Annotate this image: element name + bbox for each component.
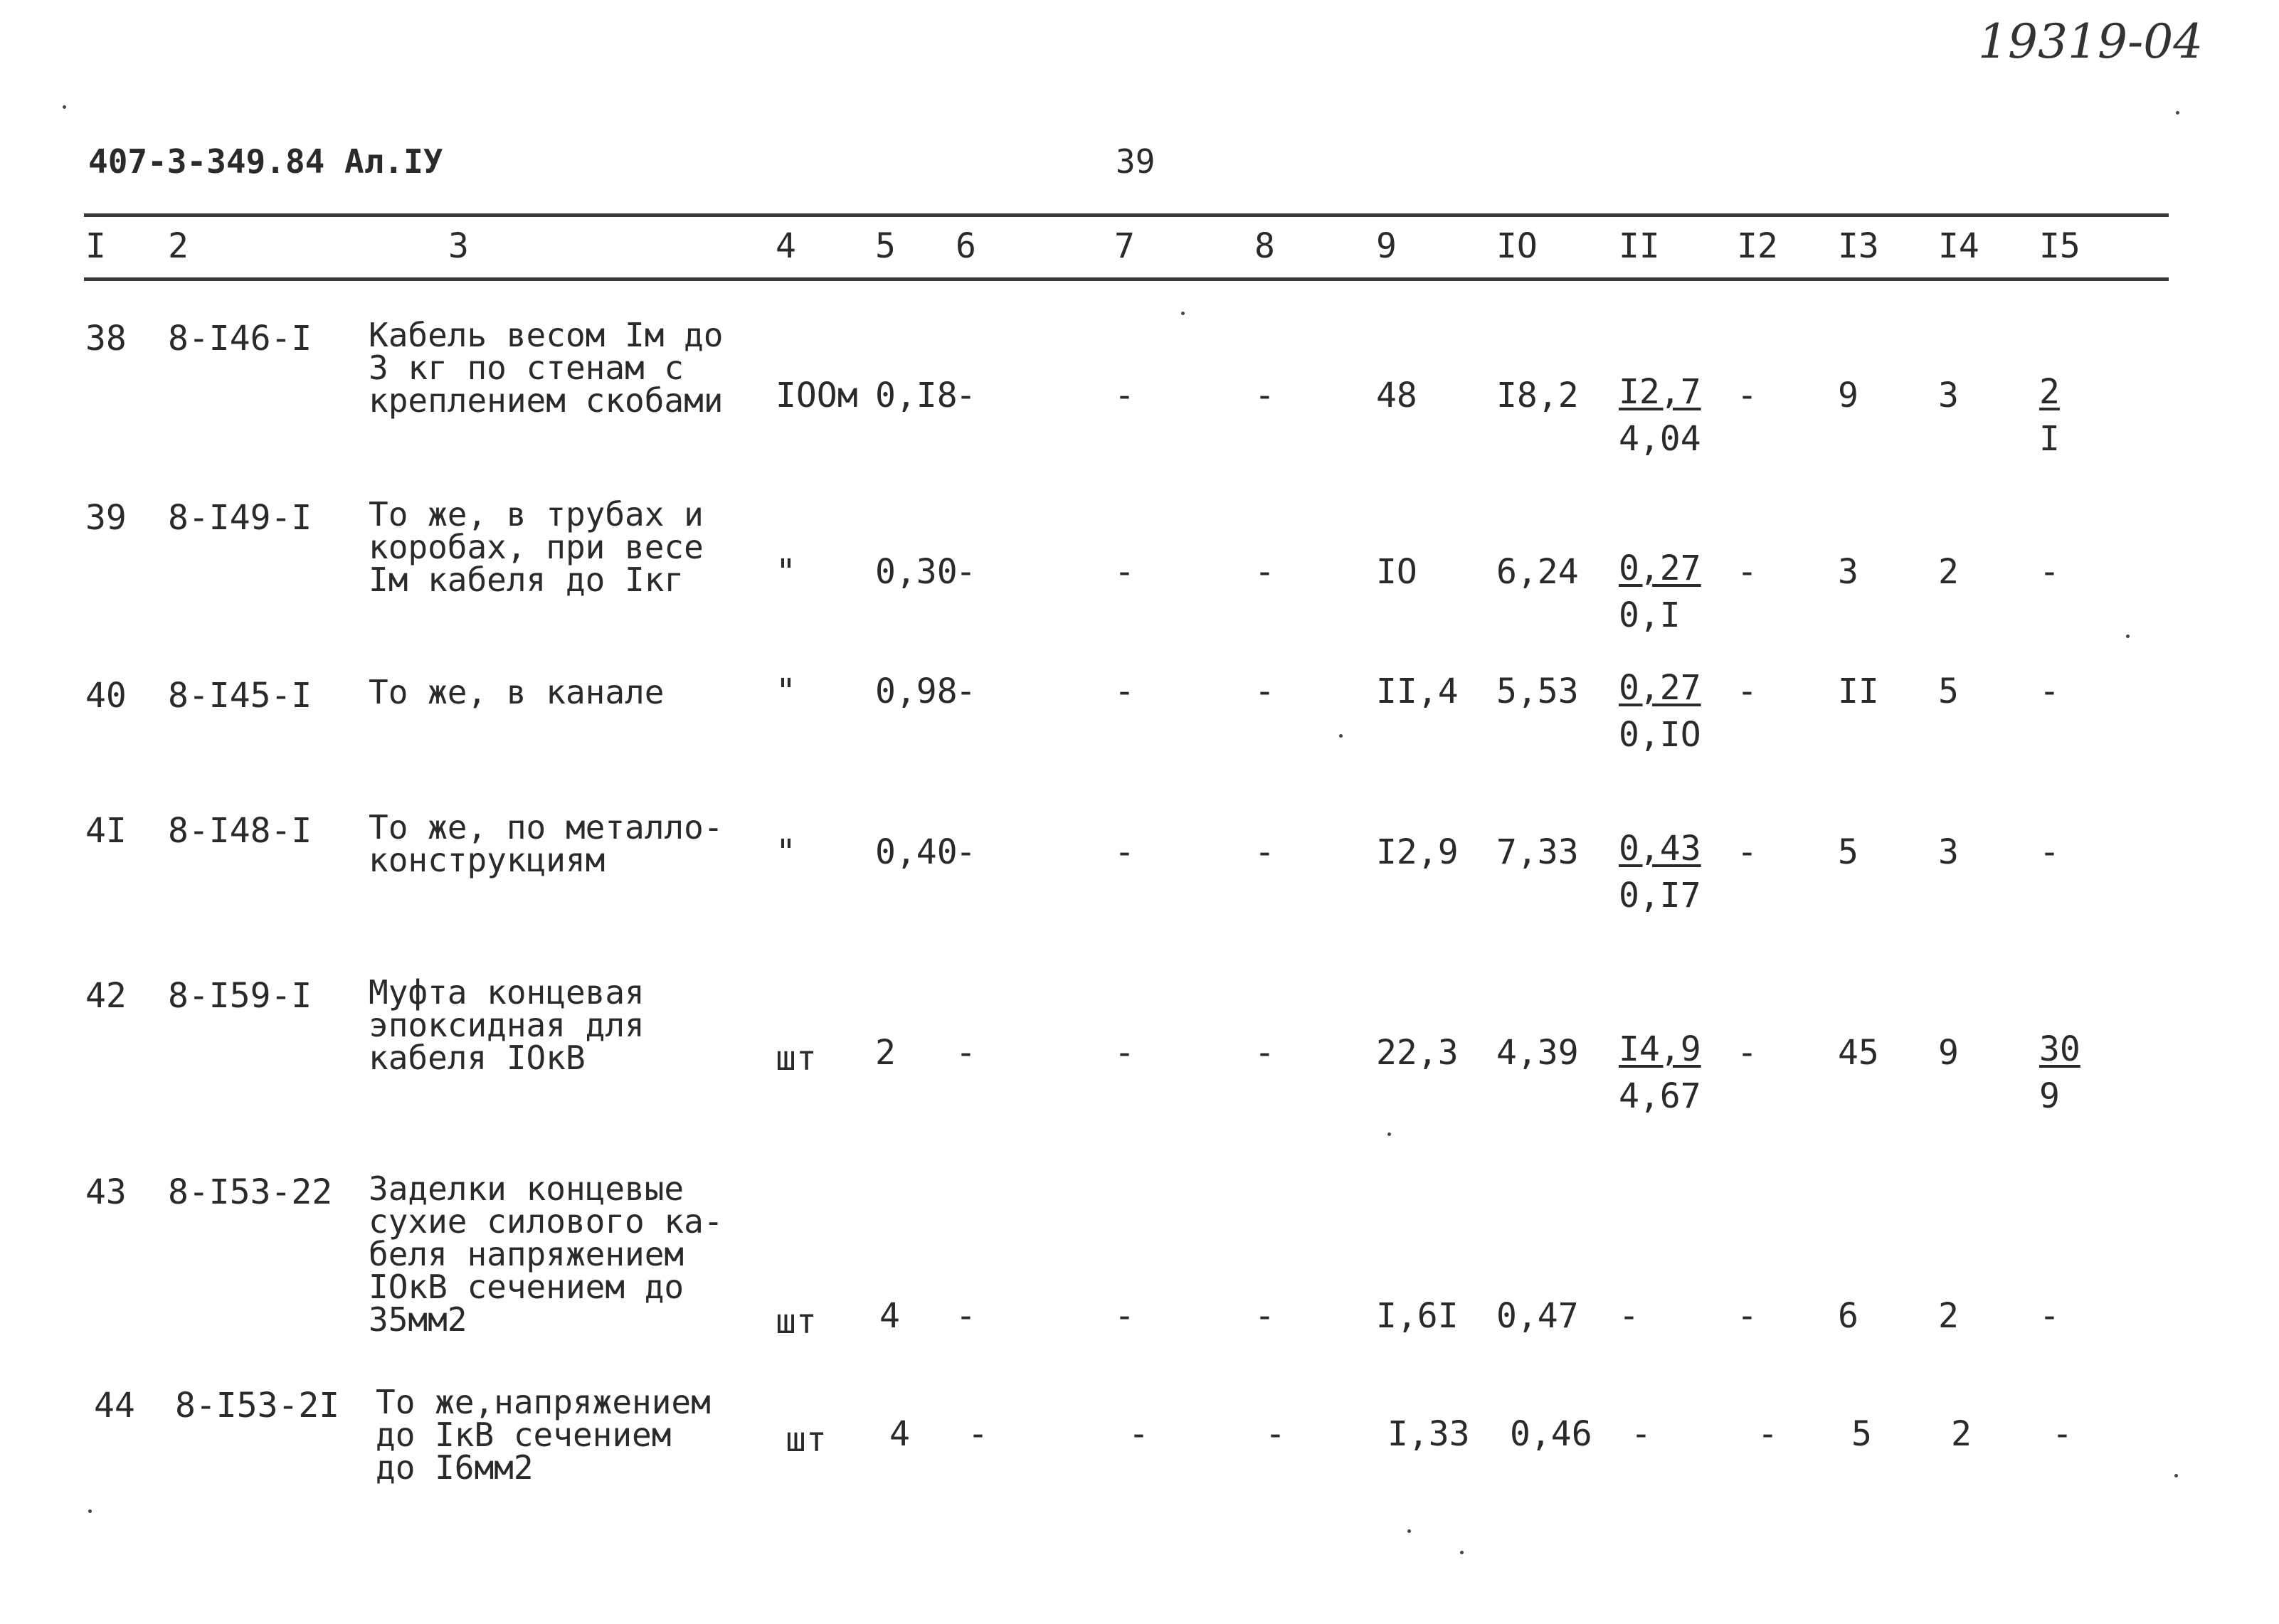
col-11-numerator: 0,27 [1619,668,1701,708]
col-10-value: 0,47 [1496,1296,1579,1336]
col-14-value: 3 [1938,376,1959,415]
description-line: креплением скобами [369,381,724,420]
col-11-denominator: 0,IO [1619,715,1701,755]
col-12-value: - [1737,376,1757,415]
col-9-value: I2,9 [1376,832,1459,872]
description-line: Заделки концевые [369,1169,684,1208]
unit: шт [776,1302,817,1342]
col-5-value: 4 [889,1414,910,1454]
col-14-value: 5 [1938,672,1959,711]
description-line: беля напряжением [369,1235,684,1273]
description-line: То же, в трубах и [369,495,704,534]
row-number: 38 [85,319,127,359]
col-8-value: - [1265,1414,1286,1454]
col-15-fraction [2039,368,2060,462]
scan-speck [2176,111,2179,115]
col-8-value: - [1254,672,1275,711]
col-header-1: I [85,226,106,266]
col-10-value: 7,33 [1496,832,1579,872]
scan-speck [1407,1529,1411,1533]
col-9-value: I,6I [1376,1296,1459,1336]
col-6-value: - [956,1033,976,1073]
col-14-value: 2 [1938,552,1959,592]
description-line: до IкВ сечением [376,1416,672,1454]
col-6-value: - [956,672,976,711]
col-header-10: IO [1496,226,1538,266]
description-line: Кабель весом Iм до [369,316,724,354]
col-5-value: 0,30 [875,552,958,592]
unit: шт [786,1420,827,1460]
col-11-fraction [1619,825,1701,919]
row-number: 42 [85,976,127,1016]
col-6-value: - [956,832,976,872]
rate-code: 8-I45-I [168,676,312,716]
col-15-denominator: I [2039,419,2060,459]
col-13-value: 6 [1838,1296,1858,1336]
col-8-value: - [1254,1296,1275,1336]
scan-speck [1339,734,1343,738]
unit: " [776,832,796,872]
work-description [369,808,724,879]
col-header-15: I5 [2039,226,2080,266]
archive-stamp: 19319-04 [1978,14,2204,69]
description-line: Iм кабеля до Iкг [369,561,684,599]
col-header-5: 5 [875,226,896,266]
col-11-value: - [1619,1296,1639,1336]
col-11-numerator: 0,43 [1619,829,1701,869]
work-description [369,495,704,599]
col-11-denominator: 0,I [1619,595,1681,635]
col-header-9: 9 [1376,226,1397,266]
col-5-value: 4 [879,1296,900,1336]
col-7-value: - [1114,672,1135,711]
col-7-value: - [1114,1033,1135,1073]
unit: " [776,552,796,592]
col-header-13: I3 [1838,226,1879,266]
description-line: То же, в канале [369,673,665,711]
col-10-value: 6,24 [1496,552,1579,592]
col-15-value: - [2052,1414,2073,1454]
col-11-denominator: 4,67 [1619,1076,1701,1116]
rate-code: 8-I48-I [168,811,312,851]
header-bottom-rule [84,277,2169,281]
col-9-value: 48 [1376,376,1417,415]
row-number: 44 [94,1386,135,1426]
unit: IOOм [776,376,858,415]
col-15-denominator: 9 [2039,1076,2060,1116]
col-6-value: - [956,376,976,415]
col-13-value: 45 [1838,1033,1879,1073]
col-header-11: II [1619,226,1660,266]
scan-speck [88,1509,92,1513]
col-11-fraction [1619,1026,1701,1120]
scan-speck [1181,312,1185,315]
col-13-value: 5 [1838,832,1858,872]
description-line: до I6мм2 [376,1448,534,1487]
scan-speck [2174,1474,2178,1477]
col-header-8: 8 [1254,226,1275,266]
col-5-value: 0,40 [875,832,958,872]
unit: шт [776,1039,817,1078]
col-7-value: - [1114,376,1135,415]
col-11-numerator: 0,27 [1619,548,1701,588]
col-11-fraction [1619,368,1701,462]
work-description [369,316,724,420]
row-number: 4I [85,811,127,851]
col-11-denominator: 0,I7 [1619,876,1701,916]
col-8-value: - [1254,1033,1275,1073]
description-line: То же,напряжением [376,1383,711,1421]
description-line: конструкциям [369,841,606,879]
col-5-value: 0,98 [875,672,958,711]
col-13-value: 5 [1851,1414,1872,1454]
col-6-value: - [956,1296,976,1336]
description-line: эпоксидная для [369,1006,645,1044]
col-7-value: - [1128,1414,1149,1454]
col-14-value: 3 [1938,832,1959,872]
col-15-fraction [2039,1026,2080,1120]
col-14-value: 9 [1938,1033,1959,1073]
col-header-6: 6 [956,226,976,266]
col-9-value: II,4 [1376,672,1459,711]
col-8-value: - [1254,832,1275,872]
description-line: коробах, при весе [369,528,704,566]
col-11-value: - [1631,1414,1651,1454]
rate-code: 8-I49-I [168,498,312,538]
col-12-value: - [1737,552,1757,592]
scan-speck [2126,635,2130,638]
work-description [376,1383,711,1487]
col-5-value: 0,I8 [875,376,958,415]
col-8-value: - [1254,552,1275,592]
col-13-value: 3 [1838,552,1858,592]
col-11-fraction [1619,545,1701,639]
description-line: IOкВ сечением до [369,1268,684,1306]
col-8-value: - [1254,376,1275,415]
description-line: То же, по металло- [369,808,724,847]
description-line: сухие силового ка- [369,1202,724,1241]
description-line: кабеля IOкВ [369,1039,586,1077]
col-13-value: II [1838,672,1879,711]
row-number: 40 [85,676,127,716]
col-10-value: 4,39 [1496,1033,1579,1073]
description-line: 3 кг по стенам с [369,349,684,387]
col-5-value: 2 [875,1033,896,1073]
work-description [369,1169,724,1339]
col-12-value: - [1737,1033,1757,1073]
work-description [369,973,645,1077]
col-header-12: I2 [1737,226,1778,266]
col-7-value: - [1114,1296,1135,1336]
description-line: 35мм2 [369,1300,467,1339]
col-15-value: - [2039,552,2060,592]
col-6-value: - [968,1414,988,1454]
col-13-value: 9 [1838,376,1858,415]
col-11-numerator: I2,7 [1619,372,1701,412]
rate-code: 8-I53-2I [175,1386,340,1426]
col-10-value: I8,2 [1496,376,1579,415]
col-header-4: 4 [776,226,796,266]
col-header-2: 2 [168,226,189,266]
col-9-value: 22,3 [1376,1033,1459,1073]
col-7-value: - [1114,832,1135,872]
document-code: 407-3-349.84 Ал.IУ [88,142,443,181]
col-10-value: 5,53 [1496,672,1579,711]
col-15-numerator: 2 [2039,372,2060,412]
col-header-3: 3 [448,226,469,266]
col-12-value: - [1737,1296,1757,1336]
col-15-value: - [2039,832,2060,872]
col-14-value: 2 [1951,1414,1972,1454]
scan-speck [1387,1132,1391,1136]
col-header-14: I4 [1938,226,1979,266]
col-12-value: - [1737,672,1757,711]
rate-code: 8-I59-I [168,976,312,1016]
scan-speck [1460,1551,1464,1554]
rate-code: 8-I46-I [168,319,312,359]
col-14-value: 2 [1938,1296,1959,1336]
row-number: 39 [85,498,127,538]
col-15-numerator: 30 [2039,1029,2080,1069]
col-12-value: - [1757,1414,1778,1454]
col-9-value: IO [1376,552,1417,592]
col-11-numerator: I4,9 [1619,1029,1701,1069]
work-description [369,673,665,711]
rate-code: 8-I53-22 [168,1172,333,1212]
col-11-denominator: 4,04 [1619,419,1701,459]
col-11-fraction [1619,664,1701,758]
col-12-value: - [1737,832,1757,872]
col-9-value: I,33 [1387,1414,1470,1454]
description-line: Муфта концевая [369,973,645,1012]
col-header-7: 7 [1114,226,1135,266]
col-15-value: - [2039,1296,2060,1336]
page-number: 39 [1116,142,1156,181]
unit: " [776,672,796,711]
col-10-value: 0,46 [1510,1414,1592,1454]
col-7-value: - [1114,552,1135,592]
header-top-rule [84,213,2169,217]
col-6-value: - [956,552,976,592]
scan-speck [63,105,66,109]
col-15-value: - [2039,672,2060,711]
row-number: 43 [85,1172,127,1212]
